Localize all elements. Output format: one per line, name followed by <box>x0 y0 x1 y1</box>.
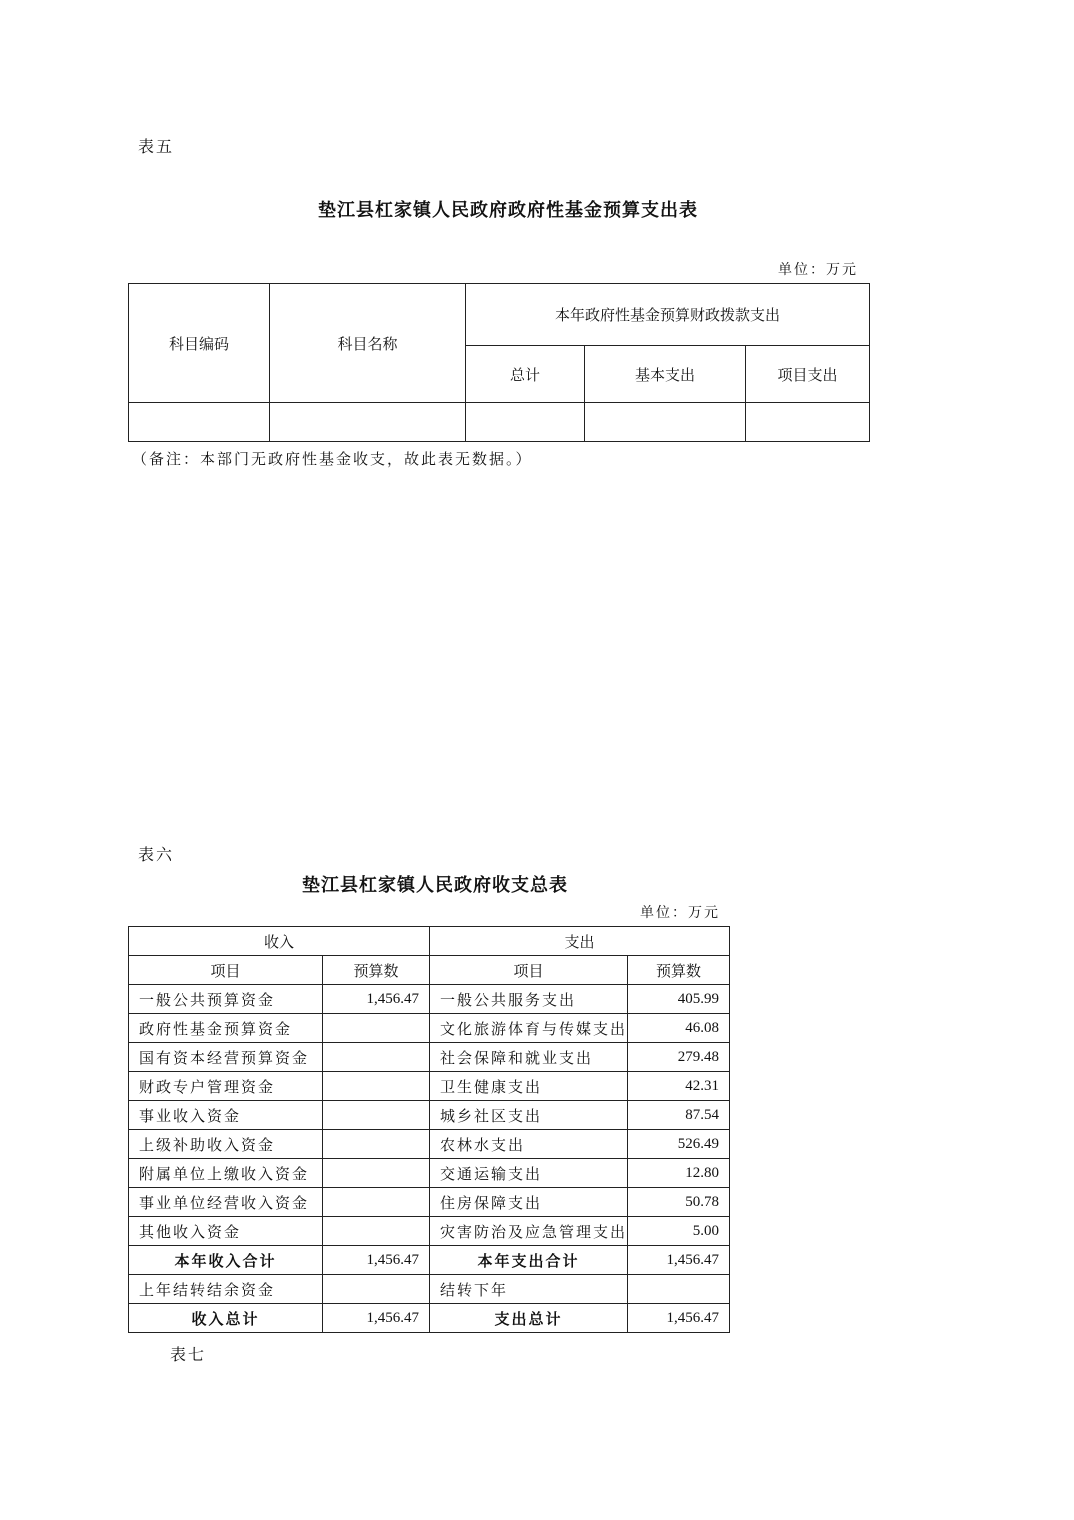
income-item: 其他收入资金 <box>129 1217 323 1246</box>
expense-item: 文化旅游体育与传媒支出 <box>430 1014 628 1043</box>
expense-item: 交通运输支出 <box>430 1159 628 1188</box>
income-value <box>323 1043 430 1072</box>
t6-header-item-left: 项目 <box>129 956 323 985</box>
expense-subtotal-label: 本年支出合计 <box>430 1246 628 1275</box>
income-item: 政府性基金预算资金 <box>129 1014 323 1043</box>
table-row <box>129 1130 730 1159</box>
t6-header-expense: 支出 <box>430 927 730 956</box>
income-total-label: 收入总计 <box>129 1304 323 1333</box>
income-value <box>323 1072 430 1101</box>
income-total-value: 1,456.47 <box>323 1304 430 1333</box>
income-value <box>323 1188 430 1217</box>
income-subtotal-value: 1,456.47 <box>323 1246 430 1275</box>
table5-note: （备注：本部门无政府性基金收支，故此表无数据。） <box>132 450 533 468</box>
table-row <box>129 1159 730 1188</box>
t6-subtotal-row <box>129 1246 730 1275</box>
income-value <box>323 1217 430 1246</box>
expense-value: 42.31 <box>628 1072 730 1101</box>
income-item: 事业收入资金 <box>129 1101 323 1130</box>
t5-cell <box>270 403 466 442</box>
income-value: 1,456.47 <box>323 985 430 1014</box>
expense-value: 46.08 <box>628 1014 730 1043</box>
expense-value: 405.99 <box>628 985 730 1014</box>
t6-total-row <box>129 1304 730 1333</box>
t5-header-basic: 基本支出 <box>585 346 746 403</box>
carry-income-item: 上年结转结余资金 <box>129 1275 323 1304</box>
expense-item: 城乡社区支出 <box>430 1101 628 1130</box>
expense-item: 农林水支出 <box>430 1130 628 1159</box>
t5-header-group: 本年政府性基金预算财政拨款支出 <box>466 284 870 346</box>
income-item: 财政专户管理资金 <box>129 1072 323 1101</box>
t5-header-code: 科目编码 <box>129 284 270 403</box>
expense-total-label: 支出总计 <box>430 1304 628 1333</box>
table-row <box>129 1072 730 1101</box>
table5-caption: 表五 <box>138 137 175 156</box>
income-value <box>323 1130 430 1159</box>
table5-title: 垫江县杠家镇人民政府政府性基金预算支出表 <box>318 200 698 221</box>
t5-cell <box>746 403 870 442</box>
t6-header-budget-left: 预算数 <box>323 956 430 985</box>
table7-caption: 表七 <box>170 1345 207 1364</box>
table6 <box>128 926 730 1333</box>
table-row <box>129 985 730 1014</box>
table5 <box>128 283 870 442</box>
t5-cell <box>466 403 585 442</box>
carry-expense-item: 结转下年 <box>430 1275 628 1304</box>
expense-value: 279.48 <box>628 1043 730 1072</box>
carry-expense-value <box>628 1275 730 1304</box>
income-item: 一般公共预算资金 <box>129 985 323 1014</box>
t6-header-item-right: 项目 <box>430 956 628 985</box>
expense-item: 灾害防治及应急管理支出 <box>430 1217 628 1246</box>
table6-title: 垫江县杠家镇人民政府收支总表 <box>302 875 568 896</box>
expense-value: 12.80 <box>628 1159 730 1188</box>
table-row <box>129 1043 730 1072</box>
income-item: 国有资本经营预算资金 <box>129 1043 323 1072</box>
income-value <box>323 1159 430 1188</box>
expense-value: 526.49 <box>628 1130 730 1159</box>
t5-cell <box>585 403 746 442</box>
income-value <box>323 1014 430 1043</box>
expense-item: 住房保障支出 <box>430 1188 628 1217</box>
t6-header-income: 收入 <box>129 927 430 956</box>
t5-header-total: 总计 <box>466 346 585 403</box>
expense-subtotal-value: 1,456.47 <box>628 1246 730 1275</box>
t5-header-name: 科目名称 <box>270 284 466 403</box>
table6-caption: 表六 <box>138 845 175 864</box>
income-value <box>323 1101 430 1130</box>
table-row <box>129 1188 730 1217</box>
t6-header-budget-right: 预算数 <box>628 956 730 985</box>
expense-item: 社会保障和就业支出 <box>430 1043 628 1072</box>
expense-value: 50.78 <box>628 1188 730 1217</box>
expense-item: 一般公共服务支出 <box>430 985 628 1014</box>
t5-header-project: 项目支出 <box>746 346 870 403</box>
income-item: 附属单位上缴收入资金 <box>129 1159 323 1188</box>
table5-unit: 单位：万元 <box>778 262 858 278</box>
income-item: 上级补助收入资金 <box>129 1130 323 1159</box>
table6-unit: 单位：万元 <box>640 905 720 921</box>
expense-total-value: 1,456.47 <box>628 1304 730 1333</box>
table-row <box>129 1101 730 1130</box>
t5-cell <box>129 403 270 442</box>
t6-carry-row <box>129 1275 730 1304</box>
carry-income-value <box>323 1275 430 1304</box>
table-row <box>129 1217 730 1246</box>
expense-value: 5.00 <box>628 1217 730 1246</box>
income-item: 事业单位经营收入资金 <box>129 1188 323 1217</box>
t5-empty-row <box>129 403 870 442</box>
income-subtotal-label: 本年收入合计 <box>129 1246 323 1275</box>
expense-value: 87.54 <box>628 1101 730 1130</box>
expense-item: 卫生健康支出 <box>430 1072 628 1101</box>
table-row <box>129 1014 730 1043</box>
